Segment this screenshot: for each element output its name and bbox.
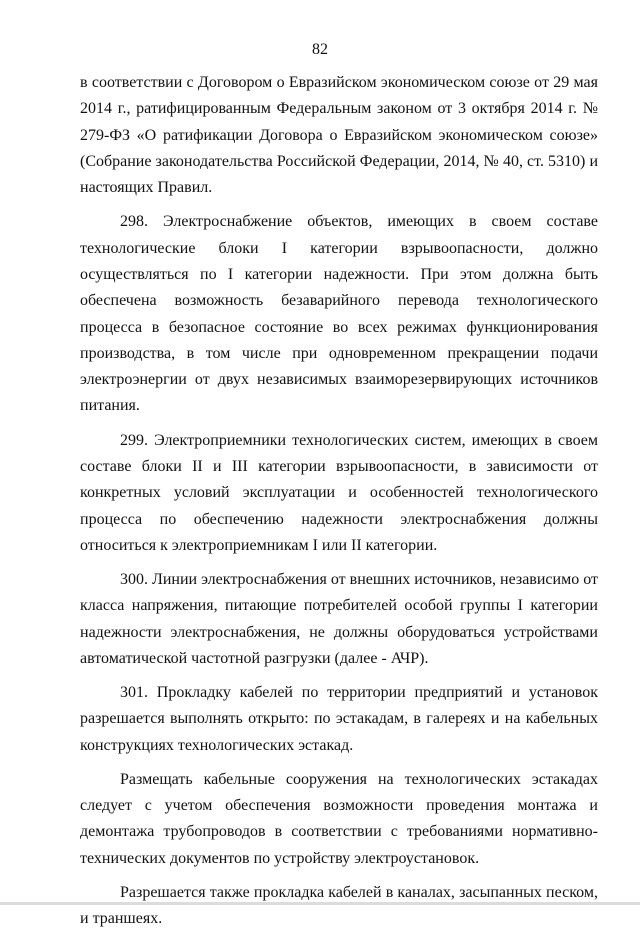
document-body: [80, 70, 598, 940]
paragraph-299: 299. Электроприемники технологических систем, имеющих в своем составе блоки II и III категории взрывоопасности, в зависимости от конкретных условий эксплуатации и особенностей технологического процесса по обеспечению надежности электроснабжения должны относиться к электроприемникам I или II категории.: [80, 431, 598, 554]
page-number: 82: [312, 41, 328, 58]
paragraph-continuation: в соответствии с Договором о Евразийском экономическом союзе от 29 мая 2014 г., ратифицированным Федеральным законом от 3 октября 2014 г. № 279-ФЗ «О ратификации Договора о Евразийском экономическом союзе» (Собрание законодательства Российской Федерации, 2014, № 40, ст. 5310) и настоящих Правил.: [80, 74, 598, 197]
paragraph-cable-channels: Разрешается также прокладка кабелей в каналах, засыпанных песком, и траншеях.: [80, 883, 598, 928]
paragraph-301: 301. Прокладку кабелей по территории предприятий и установок разрешается выполнять открыто: по эстакадам, в галереях и на кабельных конструкциях технологических эстакад.: [80, 684, 598, 754]
paragraph-cable-structures: Размещать кабельные сооружения на технологических эстакадах следует с учетом обеспечения возможности проведения монтажа и демонтажа трубопроводов в соответствии с требованиями нормативно-технических документов по устройству электроустановок.: [80, 770, 598, 867]
paragraph-300: 300. Линии электроснабжения от внешних источников, независимо от класса напряжения, питающие потребителей особой группы I категории надежности электроснабжения, не должны оборудоваться устройствами автоматической частотной разгрузки (далее - АЧР).: [80, 571, 598, 667]
paragraph-298: 298. Электроснабжение объектов, имеющих в своем составе технологические блоки I категории взрывоопасности, должно осуществляться по I категории надежности. При этом должна быть обеспечена возможность безаварийного перевода технологического процесса в безопасное состояние во всех режимах функционирования производства, в том числе при одновременном прекращении подачи электроэнергии от двух независимых взаиморезервирующих источников питания.: [80, 213, 598, 415]
